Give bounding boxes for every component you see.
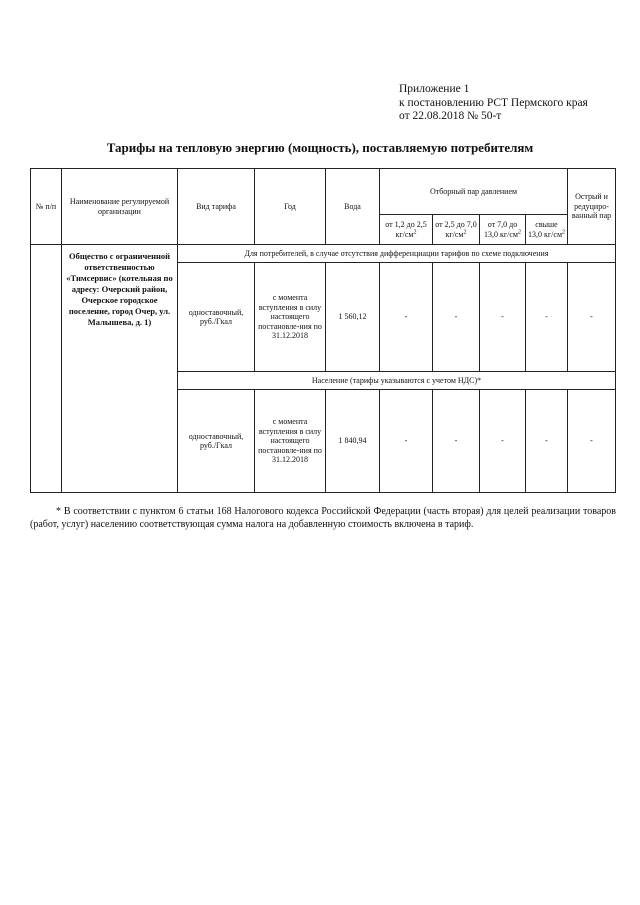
row2-p1: -	[380, 390, 433, 493]
header-steam: Отборный пар давлением	[380, 169, 568, 215]
section-row-1	[31, 245, 616, 263]
document-title: Тарифы на тепловую энергию (мощность), поставляемую потребителям	[106, 140, 534, 155]
row2-p3: -	[480, 390, 526, 493]
row1-p1: -	[380, 263, 433, 372]
header-tariff-type: Вид тарифа	[178, 169, 255, 245]
header-water: Вода	[326, 169, 380, 245]
header-pressure-1: от 1,2 до 2,5 $кг/см^2$	[380, 215, 433, 245]
row1-p2: -	[433, 263, 480, 372]
header-pressure-3: от 7,0 до 13,0 $кг/см^2$	[480, 215, 526, 245]
row2-sharp: -	[568, 390, 616, 493]
header-org: Наименование регулируемой организации	[62, 169, 178, 245]
tariff-table	[30, 168, 616, 493]
row2-p2: -	[433, 390, 480, 493]
row1-water: 1 560,12	[326, 263, 380, 372]
section-2-label: Население (тарифы указываются с учетом НДС)*	[178, 372, 616, 390]
row2-tariff-type: одноставочный, руб./Гкал	[178, 390, 255, 493]
header-row-1	[31, 169, 616, 215]
header-num: № п/п	[31, 169, 62, 245]
section-1-label: Для потребителей, в случае отсутствия дифференциации тарифов по схеме подключения	[178, 245, 616, 263]
appendix-line-2: к постановлению РСТ Пермского края	[399, 96, 588, 109]
row1-p4: -	[526, 263, 568, 372]
row2-water: 1 840,94	[326, 390, 380, 493]
footnote: * В соответствии с пунктом 6 статьи 168 Налогового кодекса Российской Федерации (часть вторая) для целей реализации товаров (работ, услуг) населению соответствующая сумма налога на добавленную стоимость включена в тариф.	[30, 506, 616, 530]
header-year: Год	[255, 169, 326, 245]
header-sharp-steam: Острый и редуциро-ванный пар	[568, 169, 616, 245]
appendix-line-3: от 22.08.2018 № 50-т	[399, 110, 502, 122]
row1-sharp: -	[568, 263, 616, 372]
appendix-line-1: Приложение 1	[399, 83, 470, 95]
row1-tariff-type: одноставочный, руб./Гкал	[178, 263, 255, 372]
header-pressure-4: свыше 13,0 $кг/см^2$	[526, 215, 568, 245]
appendix-header	[399, 83, 588, 124]
row1-year: с момента вступления в силу настоящего постановле-ния по 31.12.2018	[255, 263, 326, 372]
row1-p3: -	[480, 263, 526, 372]
org-name: Общество с ограниченной ответственностью «Тимсервис» (котельная по адресу: Очерский район, Очерское городское поселение, город Очер, ул. Малышева, д. 1)	[62, 245, 178, 493]
row2-year: с момента вступления в силу настоящего постановле-ния по 31.12.2018	[255, 390, 326, 493]
row2-p4: -	[526, 390, 568, 493]
header-pressure-2: от 2,5 до 7,0 $кг/см^2$	[433, 215, 480, 245]
cell-num	[31, 245, 62, 493]
